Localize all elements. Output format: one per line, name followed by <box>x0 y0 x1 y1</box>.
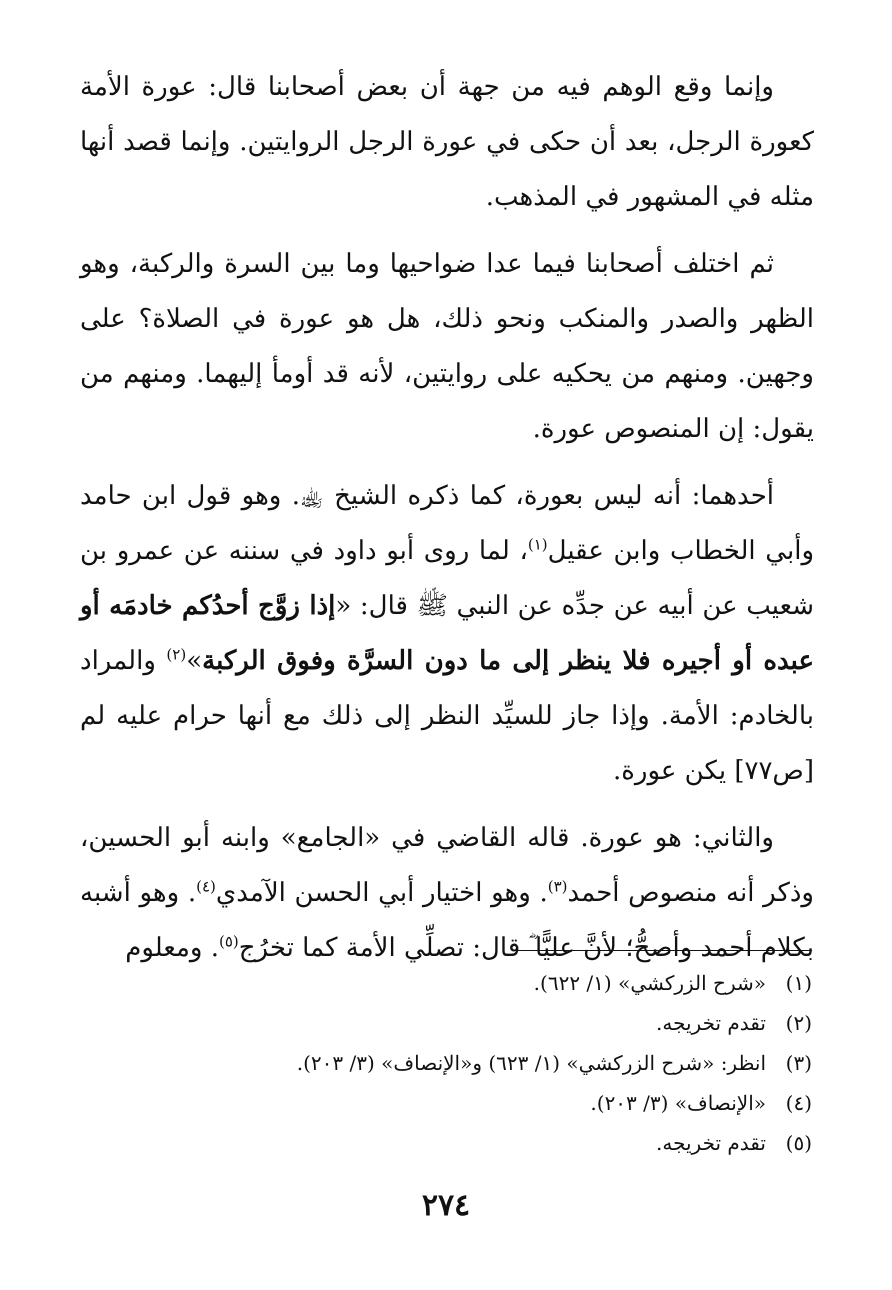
paragraph <box>80 60 814 225</box>
footnote-ref: (٣) <box>547 877 568 896</box>
footnote-number: (٤) <box>785 1091 812 1115</box>
footnote-item <box>80 1003 812 1043</box>
footnote-number: (١) <box>785 971 812 995</box>
footnote-number: (٢) <box>785 1011 812 1035</box>
text-run: . ومعلوم <box>125 933 219 963</box>
hadith-quote: إذا زوَّج أحدُكم خادمَه أو عبده أو أجيره فلا ينظر إلى ما دون السرَّة وفوق الركبة <box>80 591 814 676</box>
footnote-text: تقدم تخريجه. <box>656 1131 766 1155</box>
footnote-divider <box>512 950 812 951</box>
text-run: وإنما وقع الوهم فيه من جهة أن بعض أصحابنا قال: عورة الأمة كعورة الرجل، بعد أن حكى في عورة الرجل الروايتين. وإنما قصد أنها مثله في المشهور في المذهب. <box>80 72 814 212</box>
footnote-text: تقدم تخريجه. <box>656 1011 766 1035</box>
text-run: . وهو أشبه بكلام أحمد وأصحُّ؛ لأنَّ عليًّا ؓ قال: تصلِّي الأمة كما تخرُج <box>80 878 814 963</box>
text-run: ثم اختلف أصحابنا فيما عدا ضواحيها وما بين السرة والركبة، وهو الظهر والصدر والمنكب ونحو ذلك، هل هو عورة في الصلاة؟ على وجهين. ومنهم من يحكيه على روايتين، لأنه قد أومأ إليهما. ومنهم من يقول: إن المنصوص عورة. <box>80 249 814 444</box>
footnote-item <box>80 1123 812 1163</box>
footnote-ref: (٥) <box>218 932 239 951</box>
text-run: » <box>186 646 203 676</box>
text-run: . وهو اختيار أبي الحسن الآمدي <box>215 878 548 908</box>
footnote-item <box>80 1083 812 1123</box>
text-run: ، لما روى أبو داود في سننه عن عمرو بن شعيب عن أبيه عن جدِّه عن النبي ﷺ قال: « <box>80 536 814 621</box>
paragraph <box>80 811 814 976</box>
footnote-ref: (٢) <box>166 645 187 664</box>
paragraph <box>80 469 814 799</box>
footnotes-list <box>80 963 812 1163</box>
footnote-text: انظر: «شرح الزركشي» (١/ ٦٢٣) و«الإنصاف» (٣/ ٢٠٣). <box>296 1051 766 1075</box>
footnote-text: «شرح الزركشي» (١/ ٦٢٢). <box>533 971 766 995</box>
page-number: ٢٧٤ <box>421 1188 471 1223</box>
footnote-text: «الإنصاف» (٣/ ٢٠٣). <box>590 1091 766 1115</box>
footnote-ref: (١) <box>527 535 548 554</box>
body-text <box>80 60 814 976</box>
text-run: أحدهما: أنه ليس بعورة، كما ذكره الشيخ ﵀. وهو قول ابن حامد وأبي الخطاب وابن عقيل <box>80 481 814 566</box>
footnote-item <box>80 1043 812 1083</box>
text-run: والمراد بالخادم: الأمة. وإذا جاز للسيِّد النظر إلى ذلك مع أنها حرام عليه لم [ص٧٧] يكن عورة. <box>80 646 814 786</box>
footnote-item <box>80 963 812 1003</box>
paragraph <box>80 237 814 457</box>
footnote-number: (٥) <box>785 1131 812 1155</box>
text-run: والثاني: هو عورة. قاله القاضي في «الجامع» وابنه أبو الحسين، وذكر أنه منصوص أحمد <box>80 823 814 908</box>
footnote-number: (٣) <box>785 1051 812 1075</box>
footnote-ref: (٤) <box>196 877 216 896</box>
